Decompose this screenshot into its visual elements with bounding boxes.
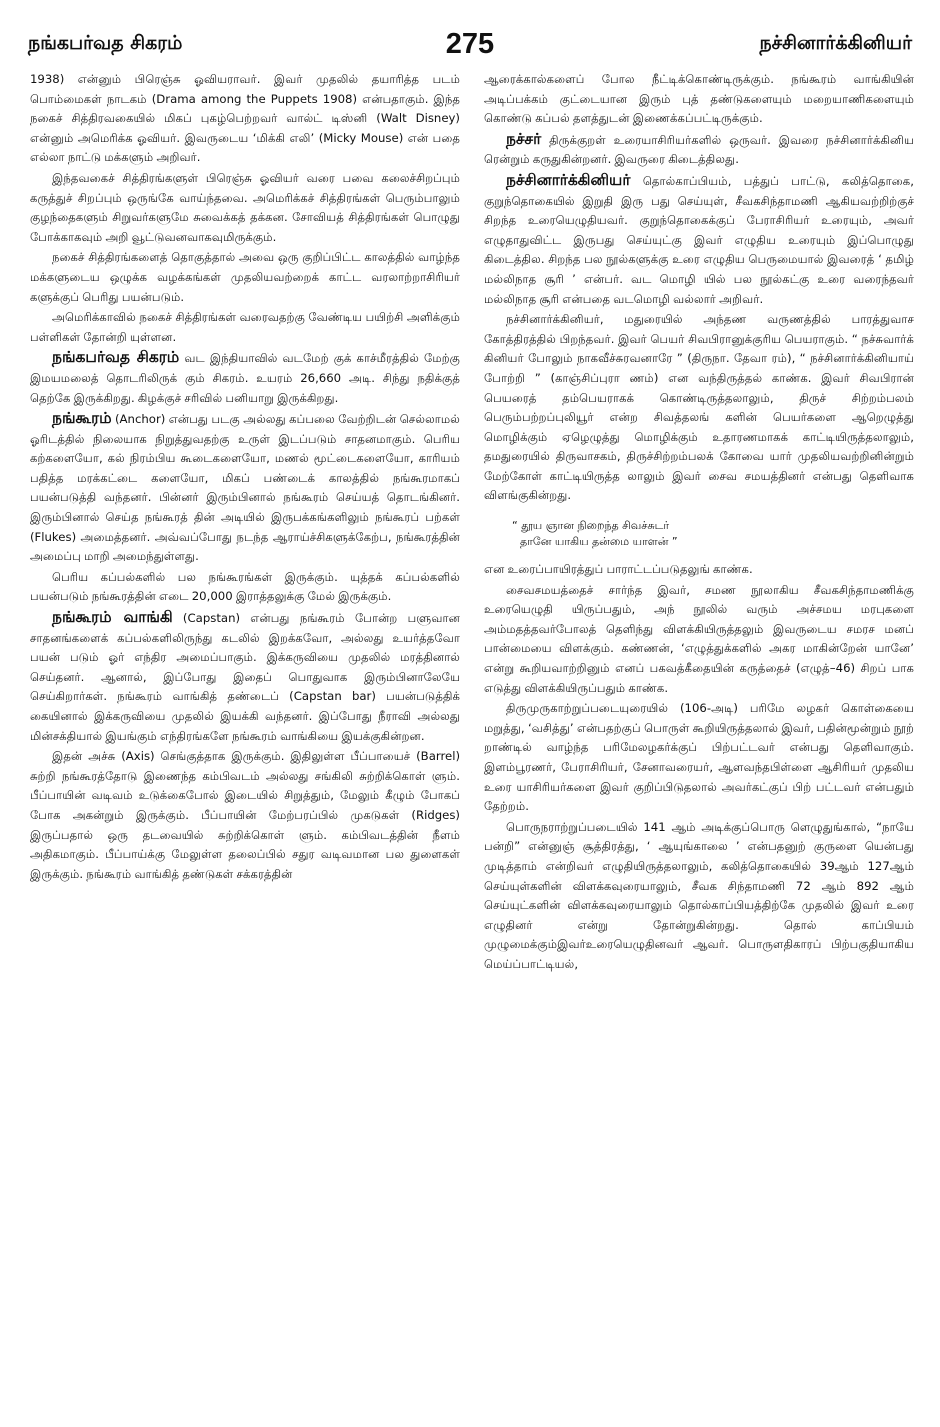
right-column	[484, 70, 914, 1410]
entry-heading: நங்கபர்வத சிகரம்	[52, 348, 180, 367]
left-column	[30, 70, 460, 1410]
entry-text: (Capstan) என்பது நங்கூரம் போன்ற பளுவான சாதனங்களைக் கப்பல்களிலிருந்து கடலில் இறக்கவோ, அல்லது உயர்த்தவோ பயன் படும் ஓர் எந்திர அமைப்பாகும். இக்கருவியை முதலில் மரத்தினால் செய்தனர். ஆனால், இப்போது இதைப் பொதுவாக இரும்பினாலேயே செய்கிறார்கள். நங்கூரம் வாங்கித் தண்டைப் (Capstan bar) பயன்படுத்திக் கையினால் இக்கருவியை முதலில் இயக்கி வந்தனர். இப்போது நீராவி அல்லது மின்சக்தியால் இயங்கும் எந்திரங்களே நங்கூரம் வாங்கியை இயக்குகின்றன.	[30, 611, 460, 743]
quote-line: தானே யாகிய தன்மை யாளன் ”	[520, 535, 678, 549]
page-number: 275	[445, 27, 495, 60]
paragraph: இதன் அச்சு (Axis) செங்குத்தாக இருக்கும். இதிலுள்ள பீப்பாயைச் (Barrel) சுற்றி நங்கூரத்தோடு இணைந்த கம்பிவடம் அல்லது சங்கிலி சுற்றிக்கொள் ளும். பீப்பாயின் வடிவம் உடுக்கைபோல் இடையில் சிறுத்தும், மேலும் கீழும் போகப் போக அகன்றும் இருக்கும். பீப்பாயின் மேற்பரப்பில் முகடுகள் (Ridges) இருப்பதால் ஒரு தடவையில் சுற்றிக்கொள் ளும். கம்பிவடத்தின் நீளம் அதிகமாகும். பீப்பாய்க்கு மேலுள்ள தலைப்பில் சதுர வடிவமான பல துளைகள் இருக்கும். நங்கூரம் வாங்கித் தண்டுகள் சக்கரத்தின்	[30, 749, 460, 881]
entry-paragraph	[484, 171, 914, 309]
paragraph: சைவசமயத்தைச் சார்ந்த இவர், சமண நூலாகிய சீவகசிந்தாமணிக்கு உரையெழுதி யிருப்பதும், அந் நூலில் வரும் அச்சமய மரபுகளை அம்மதத்தவர்போலத் தெளிந்து விளக்கியிருத்தலும் இவருடைய சமரச மனப் பான்மையை விளக்கும். கண்ணன், ‘எழுத்துக்களில் அகர மாகின்றேன் யானே’ என்று கூறியவாற்றினும் எனப் பகவத்கீதையின் கருத்தைச் (எழுத்–46) சிறப் பாக எடுத்து விளக்கியிருப்பதும் காண்க.	[484, 582, 914, 695]
entry-paragraph	[30, 409, 460, 567]
entry-heading: நங்கூரம்	[52, 409, 112, 428]
paragraph: திருமுருகாற்றுப்படையுரையில் (106-அடி) பரிமே லழகர் கொள்கையை மறுத்து, ‘வசித்து’ என்பதற்குப் பொருள் கூறியிருத்தலால் இவர், பதின்மூன்றும் நூற் றாண்டில் வாழ்ந்த பரிமேலழகர்க்குப் பிற்பட்டவர் என்பது தெளிவாகும். இளம்பூரணர், பேராசிரியர், சேனாவரையர், ஆளவந்தபிள்ளை ஆசிரியர் முதலிய உரை யாசிரியர்களை இவர் குறிப்பிடுதலால் அவர்கட்குப் பிற் பட்டவர் என்பதும் தேற்றம்.	[484, 701, 914, 814]
entry-paragraph	[30, 348, 460, 408]
entry-heading: நச்சினார்க்கினியர்	[506, 170, 631, 189]
paragraph: ஆரைக்கால்களைப் போல நீட்டிக்கொண்டிருக்கும். நங்கூரம் வாங்கியின் அடிப்பக்கம் குட்டையான இரும் புத் தண்டுகளையும் மறையாணிகளையும் கொண்டு கப்பல் தளத்துடன் இணைக்கப்பட்டிருக்கும்.	[484, 72, 914, 126]
paragraph: 1938) என்னும் பிரெஞ்சு ஓவியராவர். இவர் முதலில் தயாரித்த படம் பொம்மைகள் நாடகம் (Drama among the Puppets 1908) என்பதாகும். இந்த நகைச் சித்திரவகையில் மிகப் புகழ்பெற்றவர் வால்ட் டிஸ்னி (Walt Disney) என்னும் அமெரிக்க ஓவியர். இவருடைய ‘மிக்கி எலி’ (Micky Mouse) என் பதை எல்லா நாட்டு மக்களும் அறிவர்.	[30, 72, 460, 165]
paragraph: அமெரிக்காவில் நகைச் சித்திரங்கள் வரைவதற்கு வேண்டிய பயிற்சி அளிக்கும் பள்ளிகள் தோன்றி யுள்ளன.	[30, 310, 460, 344]
entry-heading: நங்கூரம் வாங்கி	[52, 608, 173, 627]
entry-heading: நச்சர்	[506, 129, 542, 148]
entry-text: திருக்குறள் உரையாசிரியர்களில் ஒருவர். இவரை நச்சினார்க்கினிய ரென்றும் கருதுகின்றனர். இவருரை கிடைத்திலது.	[484, 132, 914, 167]
entry-paragraph	[484, 130, 914, 170]
paragraph: இந்தவகைச் சித்திரங்களுள் பிரெஞ்சு ஓவியர் வரை பவை கலைச்சிறப்பும் கருத்துச் சிறப்பும் ஒருங்கே வாய்ந்தவை. அமெரிக்கச் சித்திரங்கள் பெரும்பாலும் குழந்தைகளும் சிறுவர்களுமே சுவைக்கத் தக்கன. சோவியத் சித்திரங்கள் பொழுது போக்காகவும் அறி வூட்டுவனவாகவுமிருக்கும்.	[30, 170, 460, 244]
entry-text: வட இந்தியாவில் வடமேற் குக் காச்மீரத்தில் மேற்கு இமயமலைத் தொடரிலிருக் கும் சிகரம். உயரம் 26,660 அடி. சிந்து நதிக்குத் தெற்கே இருக்கிறது. கிழக்குச் சரிவில் பனியாறு இருக்கிறது.	[30, 351, 460, 405]
page-header	[28, 24, 912, 64]
paragraph: பொருநராற்றுப்படையில் 141 ஆம் அடிக்குப்பொரு ளெழுதுங்கால், “நாயே பன்றி” என்னுஞ் சூத்திரத்து, ‘ ஆயுங்காலை ’ என்பதனுற் குருளை யென்பது முடித்தாம் என்றிவர் எழுதியிருத்தலாலும், கலித்தொகையில் 39ஆம் 127ஆம் செய்யுள்களின் விளக்கவுரையாலும், சீவக சிந்தாமணி 72 ஆம் 892 ஆம் செய்யுட்களின் விளக்கவுரையாலும் தொல்காப்பியத்திற்கே முதலில் இவர் உரை எழுதினர் என்று தோன்றுகின்றது. தொல் காப்பியம் முழுமைக்கும்இவர்உரையெழுதினவர் ஆவர். பொருளதிகாரப் பிற்பகுதியாகிய மெய்ப்பாட்டியல்,	[484, 819, 914, 971]
verse-quote	[512, 518, 914, 550]
running-head-left: நங்கபர்வத சிகரம்	[28, 31, 183, 54]
entry-text: தொல்காப்பியம், பத்துப் பாட்டு, கலித்தொகை, குறுந்தொகையில் இறுதி இரு பது செய்யுள், சீவகசிந்தாமணி ஆகியவற்றிற்குச் சிறந்த உரையெழுதியவர். குறுந்தொகைக்குப் பேராசிரியர் உரையும், அவர் எழுதாதுவிட்ட இருபது செய்யுட்கு இவர் எழுதிய உரையும் இப்பொழுது கிடைத்தில. சிறந்த பல நூல்களுக்கு உரை எழுதிய பெருமையால் இவரைத் ‘ தமிழ் மல்லிநாத சூரி ’ என்பர். வட மொழி யில் பல நூல்கட்கு உரை வரைந்தவர் மல்லிநாத சூரி என்பதை வடமொழி வல்லார் அறிவர்.	[484, 173, 914, 306]
running-head-right: நச்சினார்க்கினியர்	[759, 31, 912, 54]
paragraph: நகைச் சித்திரங்களைத் தொகுத்தால் அவை ஒரு குறிப்பிட்ட காலத்தில் வாழ்ந்த மக்களுடைய ஒழுக்க வழக்கங்கள் முதலியவற்றைக் காட்ட வரலாற்றாசிரியர் களுக்குப் பெரிது பயன்படும்.	[30, 250, 460, 304]
entry-text: (Anchor) என்பது படகு அல்லது கப்பலை வேற்றிடன் செல்லாமல் ஓரிடத்தில் நிலையாக நிறுத்துவதற்கு உருள் இடப்படும் சாதனமாகும். பெரிய கற்களையோ, கல் நிரம்பிய கூடைகளையோ, மணல் மூட்டைகளையோ, காரியம் பதித்த மரக்கட்டை களையோ, மிகப் பண்டைக் காலத்தில் நங்கூரமாகப் பயன்படுத்தி வந்தனர். பின்னர் இரும்பினால் நங்கூரம் செய்யத் தொடங்கினர். இரும்பினால் செய்த நங்கூரத் தின் அடியில் இருபக்கங்களிலும் நங்கூரப் பற்கள் (Flukes) அமைத்தனர். அவ்வப்போது நடந்த ஆராய்ச்சிகளுக்கேற்ப, நங்கூரத்தின் அமைப்பு மாறி அமைந்துள்ளது.	[30, 412, 460, 564]
entry-paragraph	[30, 608, 460, 746]
paragraph: பெரிய கப்பல்களில் பல நங்கூரங்கள் இருக்கும். யுத்தக் கப்பல்களில் பயன்படும் நங்கூரத்தின் எடை 20,000 இராத்தலுக்கு மேல் இருக்கும்.	[30, 569, 460, 604]
paragraph: என உரைப்பாயிரத்துப் பாராட்டப்படுதலுங் காண்க.	[484, 562, 753, 577]
paragraph: நச்சினார்க்கினியர், மதுரையில் அந்தண வருணத்தில் பாரத்துவாச கோத்திரத்தில் பிறந்தவர். இவர் பெயர் சிவபிரானுக்குரிய பெயராகும். “ நச்சுவார்க் கினியர் போலும் நாகவீச்சுரவனாரே ” (திருநா. தேவா ரம்), “ நச்சினார்க்கினியாய் போற்றி ” (காஞ்சிப்புரா ணம்) என வந்திருத்தல் காண்க. இவர் சிவபிரான் பெயரைத் தம்பெயராகக் கொண்டிருத்தலாலும், திருச் சிற்றம்பலம் பெரும்பற்றப்புலியூர் என்ற சிவத்தலங் களின் பெயர்களை ஆறெழுத்து மொழிக்கும் ஏழெழுத்து மொழிக்கும் உதாரணமாகக் காட்டியிருத்தலாலும், தமதுரையில் திருவாசகம், திருச்சிற்றம்பலக் கோவை யார் முதலியவற்றினின்றும் மேற்கோள் காட்டியிருத்த லாலும் இவர் சைவ சமயத்தினர் என்பது தெளிவாக விளங்குகின்றது.	[484, 312, 914, 503]
quote-line: “ தூய ஞான நிறைந்த சிவச்சுடர்	[512, 519, 670, 533]
